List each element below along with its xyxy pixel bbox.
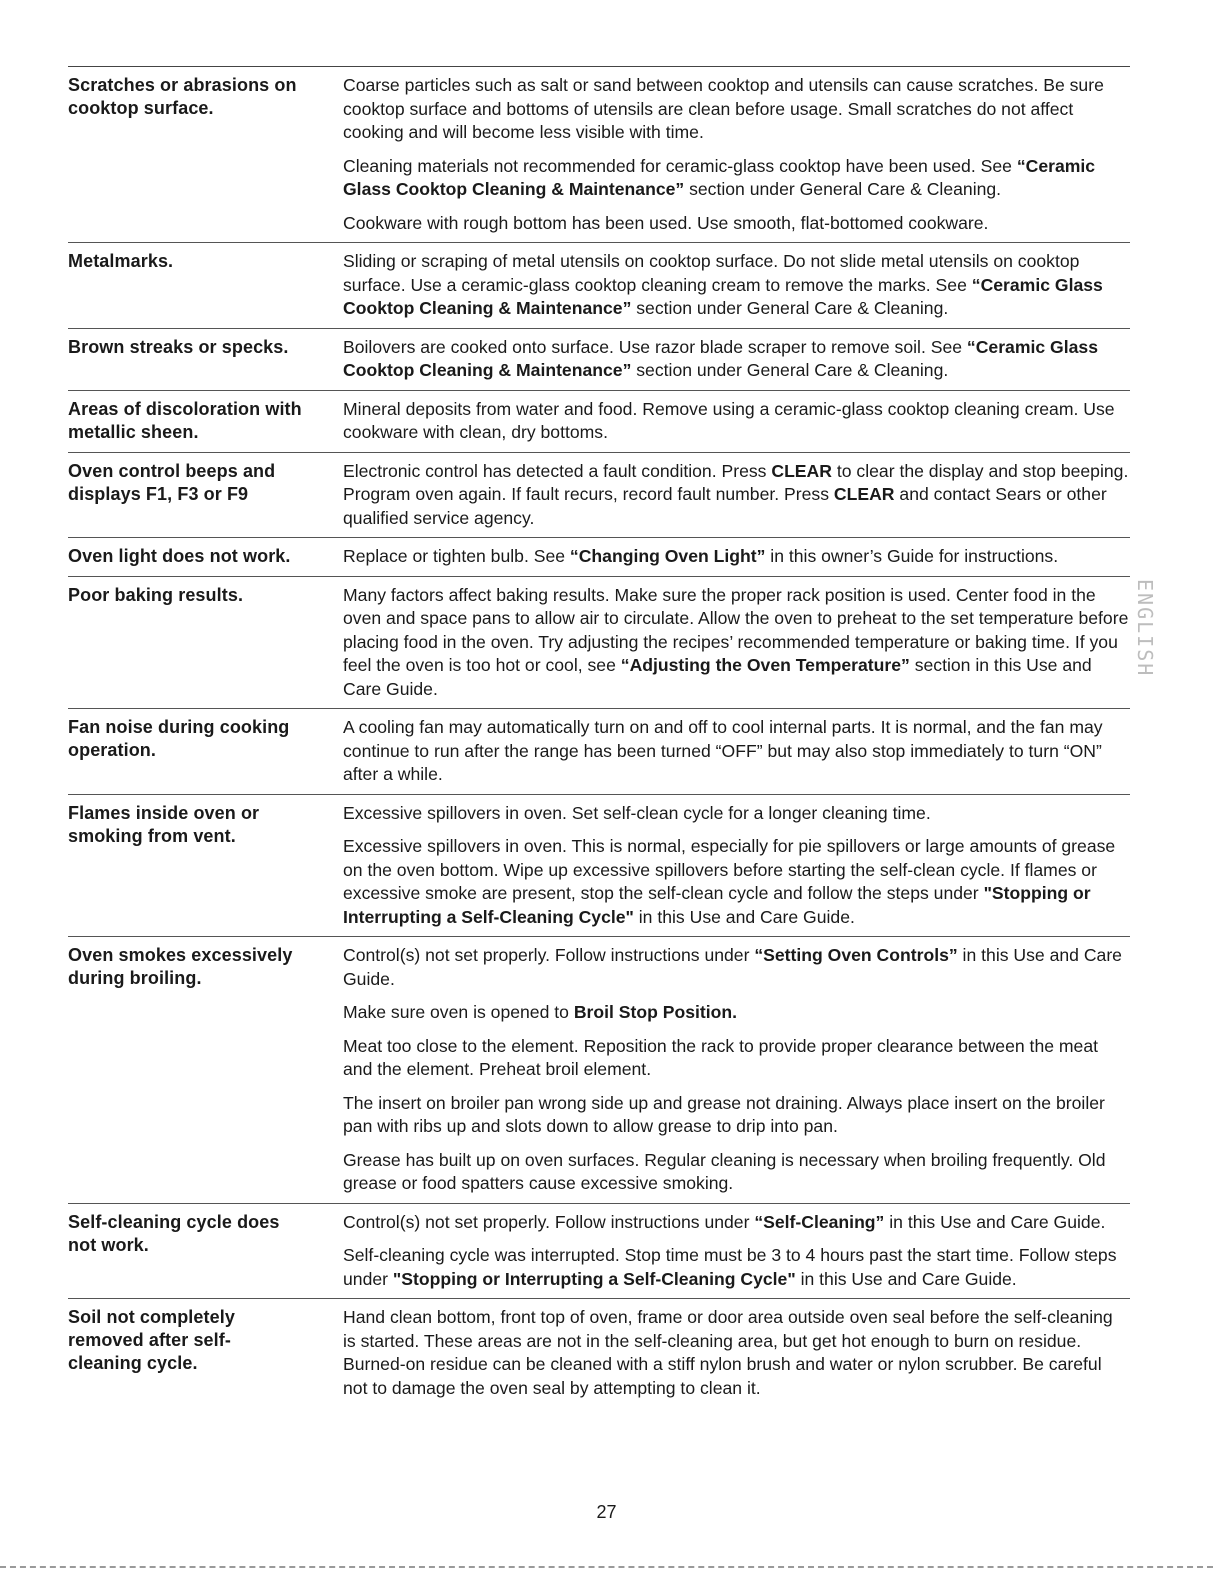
bold-reference-text: “Ceramic Glass Cooktop Cleaning & Maintenance” <box>343 274 1103 318</box>
troubleshooting-row <box>68 1204 1130 1300</box>
bold-reference-text: “Self-Cleaning” <box>754 1211 885 1232</box>
solution-cell <box>343 398 1130 447</box>
problem-label: Oven smokes excessively during broiling. <box>68 945 293 988</box>
solution-paragraph <box>343 944 1130 991</box>
problem-label: Oven control beeps and displays F1, F3 or F9 <box>68 460 276 504</box>
problem-label: Self-cleaning cycle does not work. <box>68 1211 280 1255</box>
troubleshooting-row <box>68 1299 1130 1407</box>
solution-paragraph <box>343 1149 1130 1196</box>
problem-label: Scratches or abrasions on cooktop surface. <box>68 75 297 118</box>
solution-text: section in this Use and Care Guide. <box>343 655 1092 699</box>
solution-cell <box>343 584 1130 704</box>
bold-reference-text: “Adjusting the Oven Temperature” <box>620 655 910 675</box>
solution-paragraph <box>343 1244 1130 1291</box>
bold-reference-text: “Setting Oven Controls” <box>754 945 958 965</box>
solution-text: A cooling fan may automatically turn on and off to cool internal parts. It is normal, and the fan may continue to run after the range has been turned “OFF” but may also stop immediately to turn “ON” after a while. <box>343 717 1103 784</box>
solution-paragraph <box>343 716 1130 787</box>
troubleshooting-row <box>68 329 1130 391</box>
solution-text: Many factors affect baking results. Make sure the proper rack position is used. Center food in the oven and space pans to allow air to circulate. Allow the oven to preheat to the set temperature before placing food in the oven. Try adjusting the recipes’ recommended temperature or baking time. If you feel the oven is too hot or cool, see <box>343 584 1129 675</box>
solution-paragraph <box>343 250 1130 321</box>
troubleshooting-row <box>68 453 1130 539</box>
solution-text: in this Use and Care Guide. <box>343 945 1122 989</box>
solution-text: Self-cleaning cycle was interrupted. Stop time must be 3 to 4 hours past the start time. Follow steps under <box>343 1245 1117 1289</box>
language-side-tab <box>1133 563 1157 693</box>
troubleshooting-row <box>68 577 1130 710</box>
troubleshooting-row <box>68 243 1130 329</box>
solution-text: to clear the display and stop beeping. Program oven again. If fault recurs, record fault number. Press <box>343 460 1129 504</box>
solution-text: Electronic control has detected a fault condition. Press <box>343 460 772 481</box>
solution-text: and contact Sears or other qualified service agency. <box>343 484 1107 528</box>
language-side-tab-label: ENGLISH <box>1133 578 1157 678</box>
problem-label: Flames inside oven or smoking from vent. <box>68 802 260 846</box>
solution-cell <box>343 545 1130 571</box>
bold-reference-text: “Ceramic Glass Cooktop Cleaning & Maintenance” <box>343 336 1098 380</box>
solution-paragraph <box>343 545 1130 569</box>
solution-cell <box>343 460 1130 533</box>
solution-paragraph <box>343 1306 1130 1400</box>
solution-paragraph <box>343 802 1130 826</box>
solution-cell <box>343 1211 1130 1294</box>
solution-cell <box>343 716 1130 789</box>
solution-text: in this Use and Care Guide. <box>633 906 855 927</box>
solution-paragraph <box>343 74 1130 145</box>
bold-reference-text: "Stopping or Interrupting a Self-Cleaning Cycle" <box>392 1268 796 1289</box>
problem-label: Metalmarks. <box>68 251 174 271</box>
solution-text: Cookware with rough bottom has been used. Use smooth, flat-bottomed cookware. <box>343 212 989 233</box>
troubleshooting-row <box>68 538 1130 577</box>
bold-reference-text: CLEAR <box>833 484 895 504</box>
solution-paragraph <box>343 212 1130 236</box>
troubleshooting-row <box>68 709 1130 795</box>
solution-paragraph <box>343 1092 1130 1139</box>
solution-text: section under General Care & Cleaning. <box>631 360 949 380</box>
solution-text: Meat too close to the element. Reposition the rack to provide proper clearance between the meat and the element. Preheat broil element. <box>343 1035 1099 1079</box>
solution-paragraph <box>343 336 1130 383</box>
bold-reference-text: "Stopping or Interrupting a Self-Cleaning Cycle" <box>343 883 1091 927</box>
solution-paragraph <box>343 1211 1130 1235</box>
troubleshooting-row <box>68 391 1130 453</box>
solution-paragraph <box>343 460 1130 531</box>
troubleshooting-row <box>68 67 1130 243</box>
solution-text: section under General Care & Cleaning. <box>684 179 1002 199</box>
solution-paragraph <box>343 835 1130 929</box>
solution-cell <box>343 944 1130 1198</box>
solution-text: Mineral deposits from water and food. Remove using a ceramic-glass cooktop cleaning cream. Use cookware with clean, dry bottoms. <box>343 398 1115 442</box>
bold-reference-text: “Ceramic Glass Cooktop Cleaning & Maintenance” <box>343 155 1096 199</box>
problem-label: Poor baking results. <box>68 584 244 605</box>
troubleshooting-row <box>68 795 1130 938</box>
solution-text: Excessive spillovers in oven. Set self-clean cycle for a longer cleaning time. <box>343 802 931 823</box>
solution-text: Replace or tighten bulb. See <box>343 546 570 566</box>
problem-label: Fan noise during cooking operation. <box>68 717 290 760</box>
solution-text: Hand clean bottom, front top of oven, frame or door area outside oven seal before the self-cleaning is started. These areas are not in the self-cleaning area, but get hot enough to burn on residue. Burned-on residue can be cleaned with a stiff nylon brush and water or nylon scrubber. Be careful not to damage the oven seal by attempting to clean it. <box>343 1307 1113 1398</box>
solution-text: in this owner’s Guide for instructions. <box>765 546 1059 566</box>
solution-text: The insert on broiler pan wrong side up and grease not draining. Always place insert on the broiler pan with ribs up and slots down to allow grease to drip into pan. <box>343 1092 1105 1136</box>
solution-text: Cleaning materials not recommended for ceramic-glass cooktop have been used. See <box>343 155 1017 176</box>
bold-reference-text: Broil Stop Position. <box>573 1002 738 1022</box>
bold-reference-text: CLEAR <box>771 460 832 481</box>
solution-cell <box>343 250 1130 323</box>
solution-cell <box>343 74 1130 237</box>
solution-text: Grease has built up on oven surfaces. Regular cleaning is necessary when broiling frequently. Old grease or food spatters cause excessive smoking. <box>343 1149 1106 1193</box>
solution-paragraph <box>343 155 1130 202</box>
solution-text: section under General Care & Cleaning. <box>631 298 949 318</box>
solution-text: in this Use and Care Guide. <box>795 1268 1017 1289</box>
solution-cell <box>343 1306 1130 1402</box>
solution-cell <box>343 802 1130 932</box>
troubleshooting-rows <box>68 67 1130 1407</box>
problem-label: Areas of discoloration with metallic sheen. <box>68 398 302 442</box>
solution-paragraph <box>343 1035 1130 1082</box>
solution-text: Sliding or scraping of metal utensils on cooktop surface. Do not slide metal utensils on cooktop surface. Use a ceramic-glass cooktop cleaning cream to remove the marks. See <box>343 251 1080 295</box>
solution-cell <box>343 336 1130 385</box>
troubleshooting-row <box>68 937 1130 1204</box>
problem-label: Oven light does not work. <box>68 546 291 566</box>
solution-text: in this Use and Care Guide. <box>884 1211 1106 1232</box>
bottom-dashed-rule <box>0 1566 1213 1568</box>
solution-paragraph <box>343 584 1130 702</box>
solution-text: Make sure oven is opened to <box>343 1002 574 1022</box>
bold-reference-text: “Changing Oven Light” <box>569 546 766 566</box>
solution-paragraph <box>343 398 1130 445</box>
solution-text: Coarse particles such as salt or sand between cooktop and utensils can cause scratches. Be sure cooktop surface and bottoms of utensils are clean before usage. Small scratches do not affect cooking and will become less visible with time. <box>343 75 1104 142</box>
page-number: 27 <box>596 1502 617 1522</box>
problem-label: Brown streaks or specks. <box>68 336 289 357</box>
solution-text: Excessive spillovers in oven. This is normal, especially for pie spillovers or large amounts of grease on the oven bottom. Wipe up excessive spillovers before starting the self-clean cycle. If flames or excessive smoke are present, stop the self-clean cycle and follow the steps under <box>343 836 1116 903</box>
solution-paragraph <box>343 1001 1130 1025</box>
solution-text: Control(s) not set properly. Follow instructions under <box>343 945 755 965</box>
problem-label: Soil not completely removed after self- cleaning cycle. <box>68 1307 235 1373</box>
solution-text: Control(s) not set properly. Follow instructions under <box>343 1211 755 1232</box>
solution-text: Boilovers are cooked onto surface. Use razor blade scraper to remove soil. See <box>343 336 967 357</box>
troubleshooting-table <box>68 66 1130 1407</box>
